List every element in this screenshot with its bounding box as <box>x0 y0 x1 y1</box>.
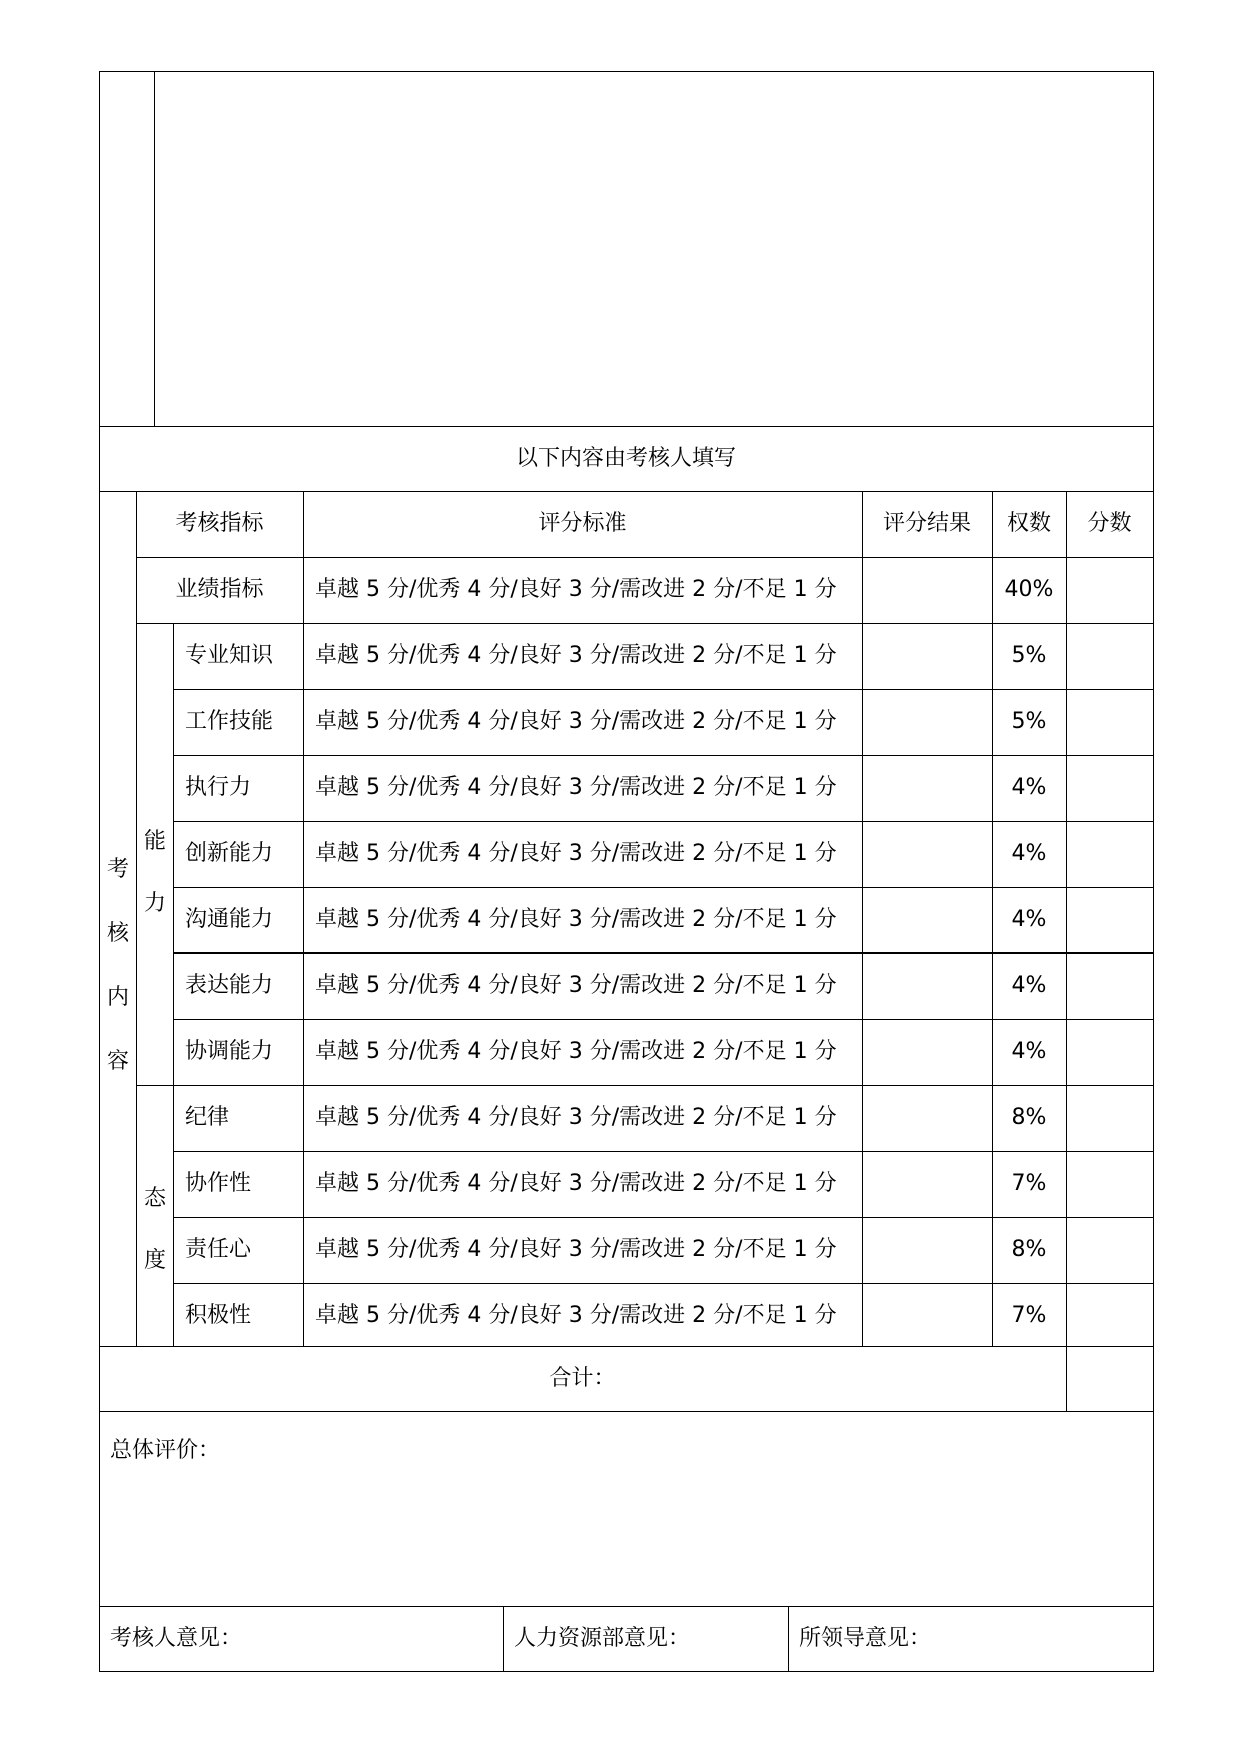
row-indicator-name: 责任心 <box>185 1237 252 1262</box>
total-label: 合计： <box>549 1366 616 1391</box>
row-weight: 4% <box>1011 841 1047 866</box>
grid-left-border <box>99 491 100 1346</box>
sign-row-right <box>1153 1606 1154 1672</box>
row-indicator-name: 沟通能力 <box>185 907 274 932</box>
total-row-right <box>1153 1346 1154 1412</box>
row-indicator-name: 协调能力 <box>185 1039 274 1064</box>
row-standard: 卓越 5 分/优秀 4 分/良好 3 分/需改进 2 分/不足 1 分 <box>315 709 837 734</box>
assessor-opinion-label: 考核人意见： <box>110 1626 243 1651</box>
row-indicator-name: 创新能力 <box>185 841 274 866</box>
row-weight: 4% <box>1011 973 1047 998</box>
sign-divider-1 <box>503 1606 504 1672</box>
row-standard: 卓越 5 分/优秀 4 分/良好 3 分/需改进 2 分/不足 1 分 <box>315 973 837 998</box>
col-header-result: 评分结果 <box>882 511 971 536</box>
overall-top-line <box>99 1411 1153 1412</box>
table-bottom-border <box>99 1671 1154 1672</box>
row-standard: 卓越 5 分/优秀 4 分/良好 3 分/需改进 2 分/不足 1 分 <box>315 1039 837 1064</box>
row-indicator-name: 执行力 <box>185 775 252 800</box>
leader-opinion-label: 所领导意见： <box>799 1626 932 1651</box>
row-weight: 40% <box>1004 577 1054 602</box>
row-weight: 5% <box>1011 709 1047 734</box>
col-line-subgroup <box>173 623 174 1346</box>
row-standard: 卓越 5 分/优秀 4 分/良好 3 分/需改进 2 分/不足 1 分 <box>315 841 837 866</box>
grid-right-border <box>1153 491 1154 1346</box>
row-indicator-name: 积极性 <box>185 1303 252 1328</box>
header-row-top-line <box>99 426 1153 427</box>
row-line-3 <box>173 689 1153 690</box>
table-top-border <box>99 71 1153 72</box>
group-label-ability: 能 力 <box>143 829 166 916</box>
row-line-12 <box>173 1217 1153 1218</box>
row-weight: 5% <box>1011 643 1047 668</box>
header-row-right <box>1153 426 1154 492</box>
row-line-9 <box>173 1019 1153 1020</box>
col-header-weight: 权数 <box>1006 511 1051 536</box>
row-weight: 7% <box>1011 1171 1047 1196</box>
sign-divider-2 <box>788 1606 789 1672</box>
col-line-group <box>136 491 137 1346</box>
hr-opinion-label: 人力资源部意见： <box>514 1626 691 1651</box>
col-header-standard: 评分标准 <box>538 511 627 536</box>
row-line-1 <box>136 557 1153 558</box>
col-header-indicator: 考核指标 <box>175 511 264 536</box>
row-weight: 8% <box>1011 1237 1047 1262</box>
row-indicator-name: 表达能力 <box>185 973 274 998</box>
row-weight: 4% <box>1011 1039 1047 1064</box>
row-weight: 7% <box>1011 1303 1047 1328</box>
row-indicator-name: 工作技能 <box>185 709 274 734</box>
row-line-10 <box>136 1085 1153 1086</box>
row-standard: 卓越 5 分/优秀 4 分/良好 3 分/需改进 2 分/不足 1 分 <box>315 775 837 800</box>
overall-evaluation-label: 总体评价： <box>110 1438 221 1463</box>
row-indicator-name: 专业知识 <box>185 643 274 668</box>
table-left-border-top <box>99 71 100 427</box>
overall-right <box>1153 1411 1154 1607</box>
group-label-kaohe: 考 核 内 容 <box>106 857 129 1074</box>
row-standard: 卓越 5 分/优秀 4 分/良好 3 分/需改进 2 分/不足 1 分 <box>315 1171 837 1196</box>
row-standard: 卓越 5 分/优秀 4 分/良好 3 分/需改进 2 分/不足 1 分 <box>315 1105 837 1130</box>
row-standard: 卓越 5 分/优秀 4 分/良好 3 分/需改进 2 分/不足 1 分 <box>315 1303 837 1328</box>
row-standard: 卓越 5 分/优秀 4 分/良好 3 分/需改进 2 分/不足 1 分 <box>315 1237 837 1262</box>
row-weight: 4% <box>1011 907 1047 932</box>
row-weight: 4% <box>1011 775 1047 800</box>
sign-row-left <box>99 1606 100 1672</box>
row-line-13 <box>173 1283 1153 1284</box>
row-standard: 卓越 5 分/优秀 4 分/良好 3 分/需改进 2 分/不足 1 分 <box>315 577 837 602</box>
overall-left <box>99 1411 100 1607</box>
row-line-4 <box>173 755 1153 756</box>
sign-row-top-line <box>99 1606 1153 1607</box>
group-label-attitude: 态 度 <box>143 1186 166 1273</box>
total-row-top-line <box>99 1346 1153 1347</box>
row-line-6 <box>173 887 1153 888</box>
row-line-11 <box>173 1151 1153 1152</box>
row-indicator-name: 协作性 <box>185 1171 252 1196</box>
row-weight: 8% <box>1011 1105 1047 1130</box>
table-right-border-top <box>1153 71 1154 427</box>
row-indicator-name: 业绩指标 <box>175 577 264 602</box>
col-header-score: 分数 <box>1087 511 1132 536</box>
row-line-8 <box>173 953 1153 954</box>
top-inner-divider <box>154 71 155 427</box>
row-line-2 <box>136 623 1153 624</box>
grid-top-line <box>99 491 1153 492</box>
assessor-fill-header: 以下内容由考核人填写 <box>515 446 736 471</box>
row-indicator-name: 纪律 <box>185 1105 230 1130</box>
row-standard: 卓越 5 分/优秀 4 分/良好 3 分/需改进 2 分/不足 1 分 <box>315 643 837 668</box>
row-line-5 <box>173 821 1153 822</box>
row-standard: 卓越 5 分/优秀 4 分/良好 3 分/需改进 2 分/不足 1 分 <box>315 907 837 932</box>
